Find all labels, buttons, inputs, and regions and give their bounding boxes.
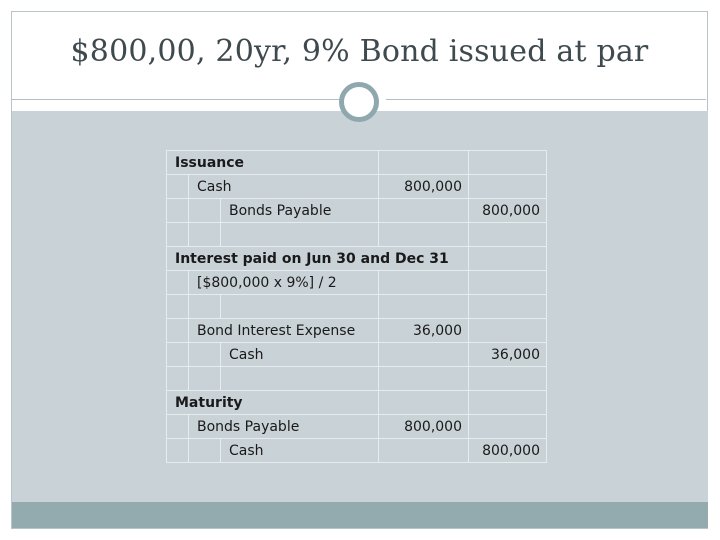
table-row (167, 391, 547, 415)
interest-calculation: [$800,000 x 9%] / 2 (189, 271, 379, 295)
table-row (167, 223, 547, 247)
interest-debit-account: Bond Interest Expense (189, 319, 379, 343)
table-row (167, 175, 547, 199)
maturity-credit-account: Cash (221, 439, 379, 463)
table-row (167, 247, 547, 271)
issuance-credit-account: Bonds Payable (221, 199, 379, 223)
table-row (167, 343, 547, 367)
interest-credit-account: Cash (221, 343, 379, 367)
issuance-debit-account: Cash (189, 175, 379, 199)
table-row (167, 295, 547, 319)
issuance-heading: Issuance (167, 151, 379, 175)
interest-credit-amount: 36,000 (469, 343, 547, 367)
table-row (167, 415, 547, 439)
title-divider-right (386, 99, 706, 100)
table-row (167, 439, 547, 463)
footer-band (12, 502, 708, 528)
table-row (167, 319, 547, 343)
table-row (167, 271, 547, 295)
table-row (167, 367, 547, 391)
table-row (167, 151, 547, 175)
circle-ornament-icon (339, 82, 379, 122)
title-divider-left (12, 99, 342, 100)
issuance-debit-amount: 800,000 (379, 175, 469, 199)
table-row (167, 199, 547, 223)
maturity-debit-amount: 800,000 (379, 415, 469, 439)
maturity-credit-amount: 800,000 (469, 439, 547, 463)
journal-entries-table (166, 150, 547, 463)
interest-debit-amount: 36,000 (379, 319, 469, 343)
issuance-credit-amount: 800,000 (469, 199, 547, 223)
maturity-heading: Maturity (167, 391, 379, 415)
slide-title: $800,00, 20yr, 9% Bond issued at par (70, 34, 649, 69)
interest-heading: Interest paid on Jun 30 and Dec 31 (167, 247, 469, 271)
maturity-debit-account: Bonds Payable (189, 415, 379, 439)
